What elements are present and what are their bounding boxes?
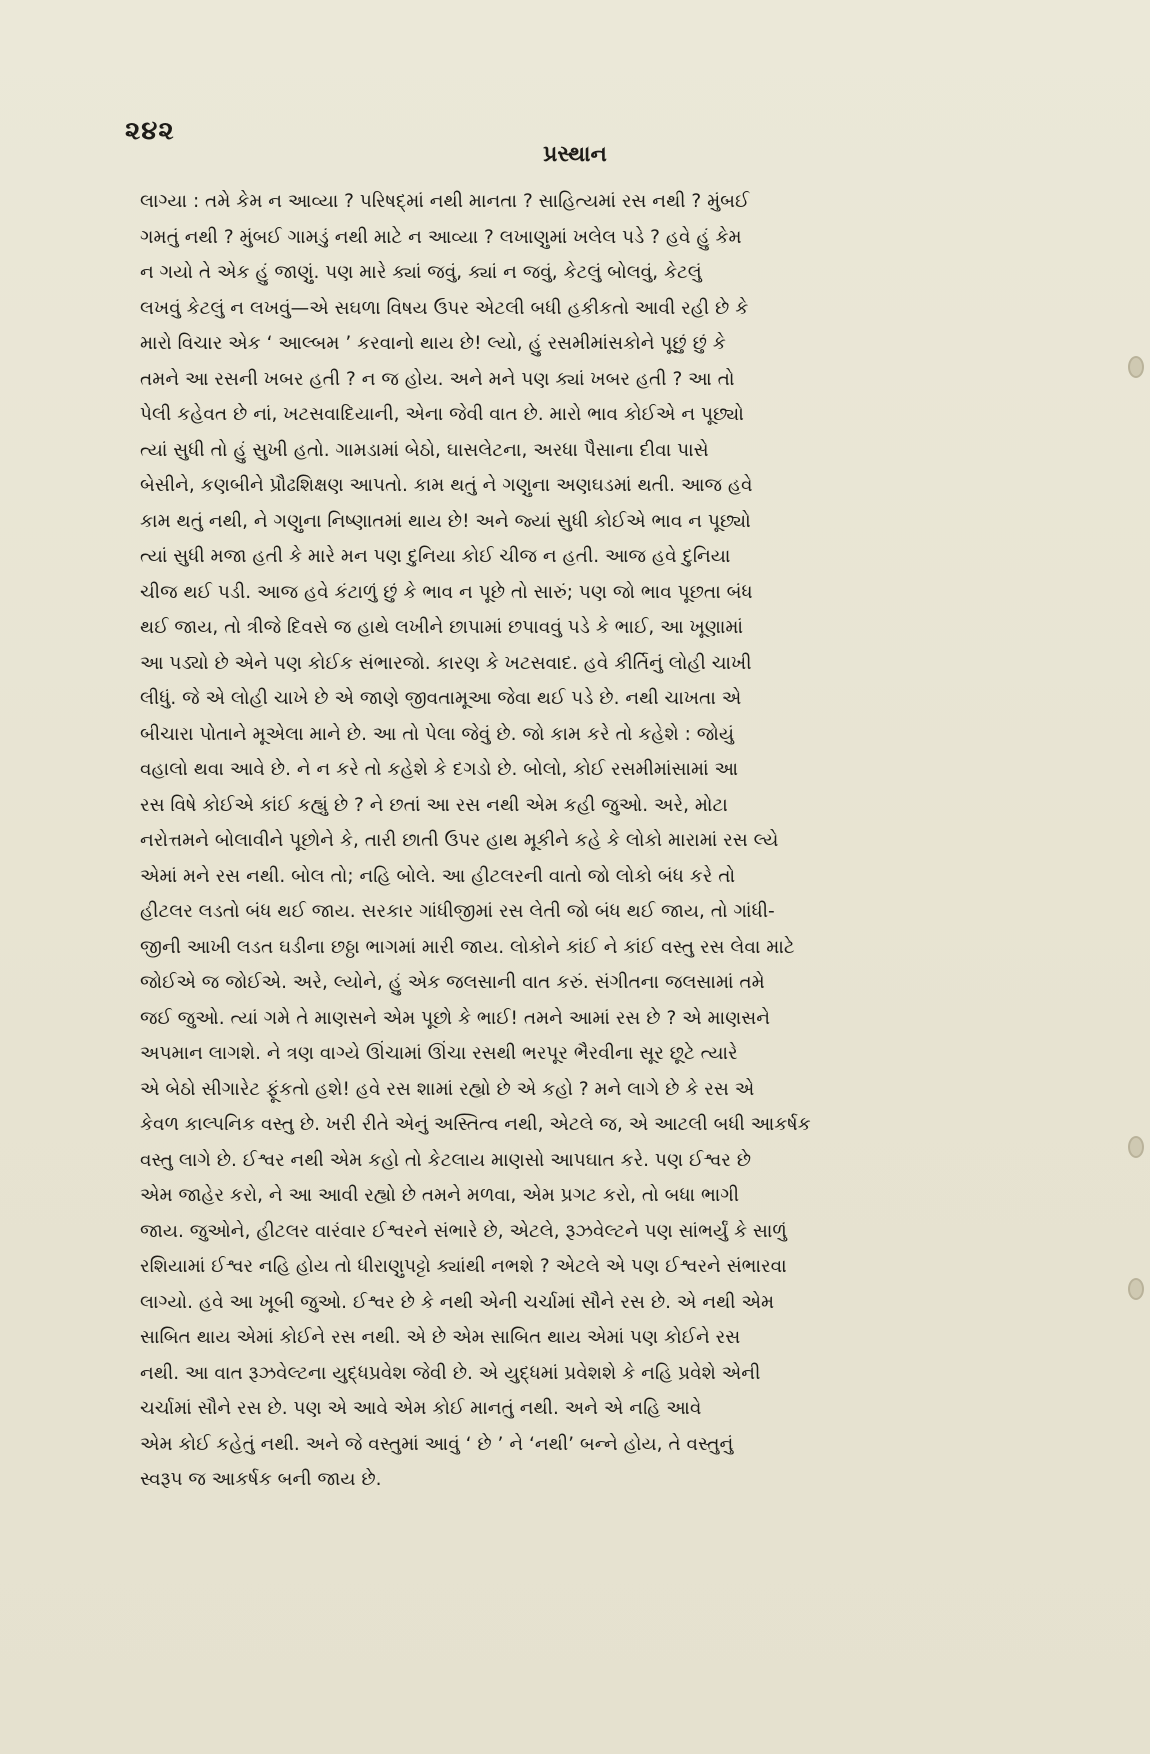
text-line: લાગ્યા : તમે કેમ ન આવ્યા ? પરિષદ્‌માં નથી માનતા ? સાહિત્યમાં રસ નથી ? મુંબઈ (140, 191, 750, 212)
text-line: આ પડ્યો છે એને પણ કોઈક સંભારજો. કારણ કે ખટસવાદ. હવે કીર્તિનું લોહી ચાખી (140, 652, 752, 674)
text-line: ત્યાં સુધી મજા હતી કે મારે મન પણ દુનિયા કોઈ ચીજ ન હતી. આજ હવે દુનિયા (140, 546, 731, 567)
text-line: બીચારા પોતાને મૂએલા માને છે. આ તો પેલા જેવું છે. જો કામ કરે તો કહેશે : જોયું (140, 723, 734, 745)
text-line: કામ થતું નથી, ને ગણુના નિષ્ણાતમાં થાય છે! અને જ્યાં સુધી કોઈએ ભાવ ન પૂછ્યો (140, 510, 751, 532)
text-line: જોઈએ જ જોઈએ. અરે, લ્યોને, હું એક જલસાની વાત કરું. સંગીતના જલસામાં તમે (140, 972, 765, 993)
text-line: નરોત્તમને બોલાવીને પૂછોને કે, તારી છાતી ઉપર હાથ મૂકીને કહે કે લોકો મારામાં રસ લ્યે (140, 830, 779, 851)
text-line: નથી. આ વાત રૂઝવેલ્ટના યુદ્ધપ્રવેશ જેવી છે. એ યુદ્ધમાં પ્રવેશશે કે નહિ પ્રવેશે એની (140, 1362, 761, 1384)
text-line: જાય. જુઓને, હીટલર વારંવાર ઈશ્વરને સંભારે છે, એટલે, રૂઝવેલ્ટને પણ સાંભર્યું કે સાળું (140, 1220, 787, 1242)
text-line: ત્યાં સુધી તો હું સુખી હતો. ગામડામાં બેઠો, ઘાસલેટના, અરધા પૈસાના દીવા પાસે (140, 439, 709, 461)
punch-hole-mark (1128, 356, 1144, 378)
text-line: ન ગયો તે એક હું જાણું. પણ મારે ક્યાં જવું, ક્યાં ન જવું, કેટલું બોલવું, કેટલું (140, 262, 702, 283)
text-line: ગમતું નથી ? મુંબઈ ગામડું નથી માટે ન આવ્યા ? લખાણુમાં ખલેલ પડે ? હવે હું કેમ (140, 226, 742, 248)
text-line: રસ વિષે કોઈએ કાંઈ કહ્યું છે ? ને છતાં આ રસ નથી એમ કહી જુઓ. અરે, મોટા (140, 794, 728, 816)
text-line: એમ કોઈ કહેતું નથી. અને જે વસ્તુમાં આવું ‘ છે ’ ને ‘નથી’ બન્ને હોય, તે વસ્તુનું (140, 1433, 734, 1455)
text-line: જઈ જુઓ. ત્યાં ગમે તે માણસને એમ પૂછો કે ભાઈ! તમને આમાં રસ છે ? એ માણસને (140, 1007, 771, 1029)
punch-hole-mark (1128, 1278, 1144, 1300)
text-line: એ બેઠો સીગારેટ ફૂંકતો હશે! હવે રસ શામાં રહ્યો છે એ કહો ? મને લાગે છે કે રસ એ (140, 1078, 755, 1100)
text-line: જીની આખી લડત ઘડીના છઠ્ઠા ભાગમાં મારી જાય. લોકોને કાંઈ ને કાંઈ વસ્તુ રસ લેવા માટે (140, 936, 795, 958)
text-line: બેસીને, કણબીને પ્રૌઢશિક્ષણ આપતો. કામ થતું ને ગણુના અણઘડમાં થતી. આજ હવે (140, 475, 753, 496)
text-line: લાગ્યો. હવે આ ખૂબી જુઓ. ઈશ્વર છે કે નથી એની ચર્ચામાં સૌને રસ છે. એ નથી એમ (140, 1291, 775, 1313)
body-text (140, 184, 1052, 1498)
text-line: થઈ જાય, તો ત્રીજે દિવસે જ હાથે લખીને છાપામાં છપાવવું પડે કે ભાઈ, આ ખૂણામાં (140, 617, 744, 638)
text-line: મારો વિચાર એક ‘ આલ્બમ ’ કરવાનો થાય છે! લ્યો, હું રસમીમાંસકોને પૂછું છું કે (140, 333, 726, 354)
text-line: ચર્ચામાં સૌને રસ છે. પણ એ આવે એમ કોઈ માનતું નથી. અને એ નહિ આવે (140, 1398, 702, 1419)
text-line: વહાલો થવા આવે છે. ને ન કરે તો કહેશે કે દગડો છે. બોલો, કોઈ રસમીમાંસામાં આ (140, 759, 739, 780)
text-line: સાબિત થાય એમાં કોઈને રસ નથી. એ છે એમ સાબિત થાય એમાં પણ કોઈને રસ (140, 1327, 741, 1348)
running-title: પ્રસ્થાન (543, 142, 607, 167)
text-line: પેલી કહેવત છે નાં, ખટસવાદિયાની, એના જેવી વાત છે. મારો ભાવ કોઈએ ન પૂછ્યો (140, 404, 744, 425)
text-line: તમને આ રસની ખબર હતી ? ન જ હોય. અને મને પણ ક્યાં ખબર હતી ? આ તો (140, 368, 735, 390)
text-line: એમાં મને રસ નથી. બોલ તો; નહિ બોલે. આ હીટલરની વાતો જો લોકો બંધ કરે તો (140, 865, 736, 887)
text-line: હીટલર લડતો બંધ થઈ જાય. સરકાર ગાંધીજીમાં રસ લેતી જો બંધ થઈ જાય, તો ગાંધી- (140, 901, 775, 922)
text-line: એમ જાહેર કરો, ને આ આવી રહ્યો છે તમને મળવા, એમ પ્રગટ કરો, તો બધા ભાગી (140, 1185, 740, 1206)
text-line: અપમાન લાગશે. ને ત્રણ વાગ્યે ઊંચામાં ઊંચા રસથી ભરપૂર ભૈરવીના સૂર છૂટે ત્યારે (140, 1043, 738, 1064)
text-line: કેવળ કાલ્પનિક વસ્તુ છે. ખરી રીતે એનું અસ્તિત્વ નથી, એટલે જ, એ આટલી બધી આકર્ષક (140, 1114, 811, 1135)
punch-hole-mark (1128, 1136, 1144, 1158)
text-line: વસ્તુ લાગે છે. ઈશ્વર નથી એમ કહો તો કેટલાય માણસો આપઘાત કરે. પણ ઈશ્વર છે (140, 1149, 752, 1171)
page-number: ૨૪૨ (125, 116, 175, 146)
text-line: લીધું. જે એ લોહી ચાખે છે એ જાણે જીવતામૂઆ જેવા થઈ પડે છે. નથી ચાખતા એ (140, 688, 742, 709)
text-line: લખવું કેટલું ન લખવું—એ સઘળા વિષય ઉપર એટલી બધી હકીકતો આવી રહી છે કે (140, 297, 749, 319)
text-line: રશિયામાં ઈશ્વર નહિ હોય તો ધીરાણુપટ્ટો ક્યાંથી નભશે ? એટલે એ પણ ઈશ્વરને સંભારવા (140, 1256, 787, 1277)
text-line: ચીજ થઈ પડી. આજ હવે કંટાળું છું કે ભાવ ન પૂછે તો સારું; પણ જો ભાવ પૂછતા બંધ (140, 581, 753, 603)
text-line: સ્વરૂપ જ આકર્ષક બની જાય છે. (140, 1469, 382, 1490)
